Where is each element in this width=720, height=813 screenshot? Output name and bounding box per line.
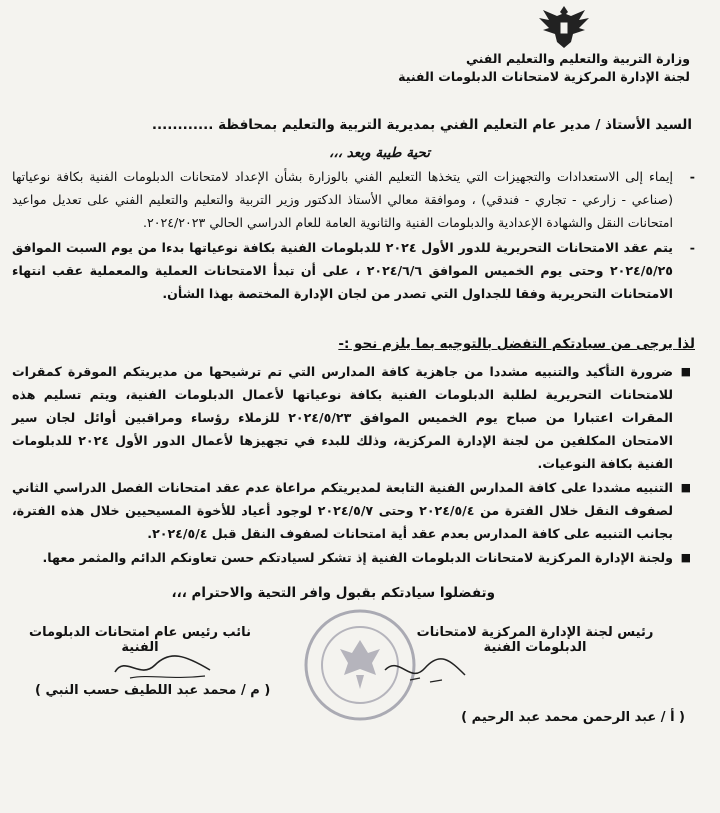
request-heading: لذا يرجى من سيادتكم التفضل بالتوجيه بما يلزم نحو :- bbox=[338, 336, 695, 352]
salutation: السيد الأستاذ / مدير عام التعليم الفني بمديرية التربية والتعليم بمحافظة ............ bbox=[151, 117, 692, 133]
paragraph-text: إيماء إلى الاستعدادات والتجهيزات التي يتخذها التعليم الفني بالوزارة بشأن الإعداد لامتحانات الدبلومات الفنية بكافة نوعياتها (صناعي - زارعي - تجاري - فندقي) ، وموافقة معالي الأستاذ الدكتور وزير التربية والتعليم والتعليم الفني على تعديل مواعيد امتحانات النقل والشهادة الإعدادية والدبلومات الفنية والثانوية العامة للعام الدراسي الحالي ٢٠٢٤/٢٠٢٣. bbox=[12, 169, 673, 230]
handwritten-signature-icon bbox=[110, 650, 220, 685]
bullet-list bbox=[12, 360, 695, 570]
closing-line: وتفضلوا سيادتكم بقبول وافر التحية والاحترام ،،، bbox=[171, 585, 495, 601]
greeting: تحية طيبة وبعد ،،، bbox=[329, 145, 430, 161]
handwritten-signature-icon bbox=[380, 650, 470, 690]
signature-right-name: ( أ / عبد الرحمن محمد عبد الرحيم ) bbox=[461, 710, 685, 725]
bullet-icon: ■ bbox=[680, 551, 691, 564]
dash-marker: - bbox=[689, 240, 695, 255]
dash-marker: - bbox=[689, 169, 695, 184]
signature-left-name: ( م / محمد عبد اللطيف حسب النبي ) bbox=[35, 683, 271, 698]
list-item-text: ضرورة التأكيد والتنبيه مشددا من جاهزية كافة المدارس التي تم ترشيحها من مديريتكم الموقرة كمقرات للامتحانات التحريرية لطلبة الدبلومات الفنية بكافة نوعياتها لأعمال الدبلومات الفنية، ويتم تسليم هذه المقرات اعتبارا من صباح يوم الخميس الموافق ٢٠٢٤/٥/٢٣ للزملاء رؤساء ومراقبين أوائل لجان سير الامتحان المكلفين من لجنة الإدارة المركزية، وذلك للبدء في تجهيزها لأعمال الدور الأول ٢٠٢٤ للدبلومات الفنية بكافة النوعيات. bbox=[12, 364, 673, 471]
signature-left-title: نائب رئيس عام امتحانات الدبلومات الفنية bbox=[29, 625, 251, 655]
list-item-text: التنبيه مشددا على كافة المدارس الفنية التابعة لمديريتكم مراعاة عدم عقد امتحانات الفصل الدراسي الثاني لصفوف النقل خلال الفترة من ٢٠٢٤/٥/٤ وحتى ٢٠٢٤/٥/٧ لوجود أعياد للأخوة المسيحيين خلال هذه الفترة، بجانب التنبيه على كافة المدارس بعدم عقد أية امتحانات لصفوف النقل قبل ٢٠٢٤/٥/٤. bbox=[12, 480, 673, 541]
bullet-icon: ■ bbox=[680, 365, 691, 378]
ministry-header bbox=[398, 50, 690, 86]
list-item bbox=[12, 360, 695, 475]
letter-body bbox=[12, 165, 695, 307]
list-item-text: ولجنة الإدارة المركزية لامتحانات الدبلومات الفنية إذ تشكر لسيادتكم حسن تعاونكم الدائم والمثمر معها. bbox=[42, 550, 673, 565]
paragraph-text: يتم عقد الامتحانات التحريرية للدور الأول ٢٠٢٤ للدبلومات الفنية بكافة نوعياتها بدءا من يوم السبت الموافق ٢٠٢٤/٥/٢٥ وحتى يوم الخميس الموافق ٢٠٢٤/٦/٦ ، على أن تبدأ الامتحانات العملية والمعملية عقب انتهاء الامتحانات التحريرية وفقا للجداول التي تصدر من لجان الإدارة المختصة بهذا الشأن. bbox=[12, 240, 673, 301]
bullet-icon: ■ bbox=[680, 481, 691, 494]
eagle-emblem-icon bbox=[535, 2, 593, 52]
paragraph bbox=[12, 236, 695, 305]
list-item bbox=[12, 476, 695, 545]
ministry-name: وزارة التربية والتعليم والتعليم الفني bbox=[465, 51, 690, 66]
paragraph bbox=[12, 165, 695, 234]
signature-right-title: رئيس لجنة الإدارة المركزية لامتحانات الدبلومات الفنية bbox=[416, 625, 654, 655]
list-item bbox=[12, 546, 695, 569]
committee-name: لجنة الإدارة المركزية لامتحانات الدبلومات الفنية bbox=[398, 69, 690, 84]
